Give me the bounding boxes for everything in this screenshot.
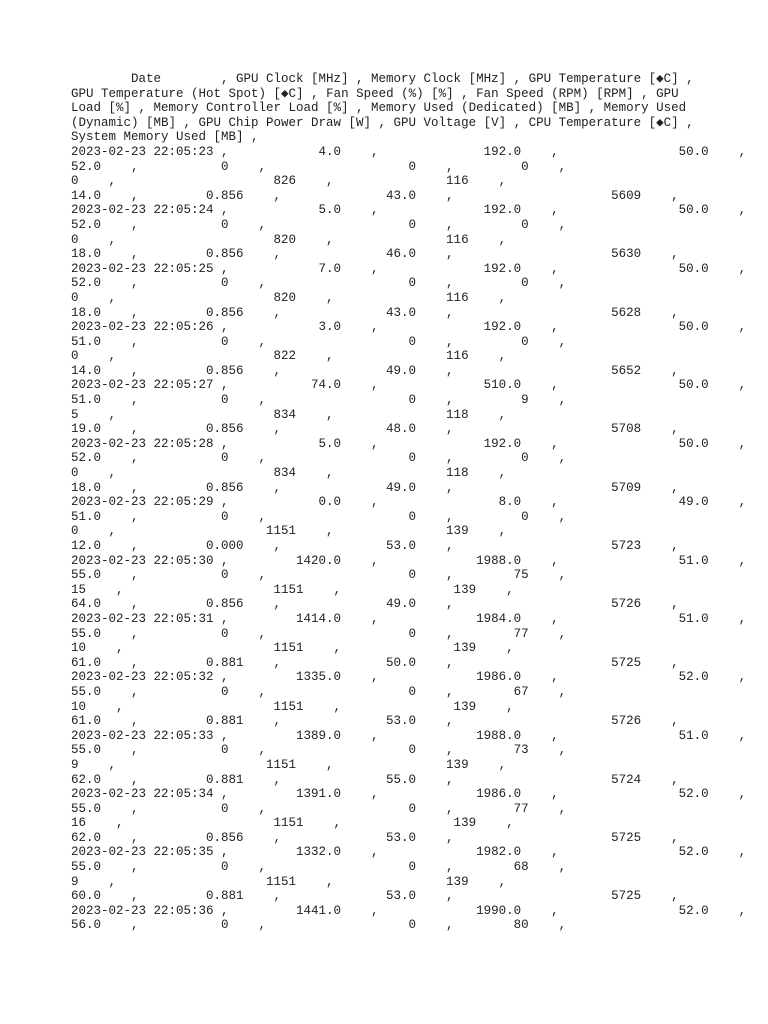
record-line: 5 , 834 , 118 ,: [71, 407, 507, 422]
record-line: 0 , 820 , 116 ,: [71, 232, 507, 247]
record-line: 60.0 , 0.881 , 53.0 , 5725 ,: [71, 889, 679, 904]
sensor-log-document: [71, 72, 747, 933]
record-line: 52.0 , 0 , 0 , 0 ,: [71, 451, 567, 466]
record-line: 2023-02-23 22:05:31 , 1414.0 , 1984.0 , 51.0 ,: [71, 611, 747, 626]
header-line: GPU Temperature (Hot Spot) [◆C] , Fan Speed (%) [%] , Fan Speed (RPM) [RPM] , GPU: [71, 86, 679, 101]
record-line: 2023-02-23 22:05:25 , 7.0 , 192.0 , 50.0 ,: [71, 261, 747, 276]
record-line: 52.0 , 0 , 0 , 0 ,: [71, 276, 567, 291]
log-record: [71, 261, 747, 320]
header-line: Date , GPU Clock [MHz] , Memory Clock [MHz] , GPU Temperature [◆C] ,: [71, 72, 694, 86]
record-line: 64.0 , 0.856 , 49.0 , 5726 ,: [71, 597, 679, 612]
log-records: [71, 144, 747, 933]
record-line: 18.0 , 0.856 , 49.0 , 5709 ,: [71, 480, 679, 495]
record-line: 2023-02-23 22:05:34 , 1391.0 , 1986.0 , 52.0 ,: [71, 787, 747, 802]
record-line: 14.0 , 0.856 , 43.0 , 5609 ,: [71, 188, 679, 203]
record-line: 62.0 , 0.856 , 53.0 , 5725 ,: [71, 830, 679, 845]
column-header: [71, 72, 731, 145]
record-line: 14.0 , 0.856 , 49.0 , 5652 ,: [71, 363, 679, 378]
log-record: [71, 495, 747, 553]
record-line: 2023-02-23 22:05:29 , 0.0 , 8.0 , 49.0 ,: [71, 495, 747, 510]
log-record: [71, 320, 747, 378]
record-line: 2023-02-23 22:05:28 , 5.0 , 192.0 , 50.0 ,: [71, 436, 747, 451]
record-line: 12.0 , 0.000 , 53.0 , 5723 ,: [71, 539, 679, 553]
log-record: [71, 845, 747, 904]
record-line: 0 , 1151 , 139 ,: [71, 524, 507, 539]
record-line: 0 , 822 , 116 ,: [71, 349, 507, 364]
log-record: [71, 787, 747, 845]
record-line: 9 , 1151 , 139 ,: [71, 757, 507, 772]
record-line: 55.0 , 0 , 0 , 75 ,: [71, 568, 567, 583]
record-line: 52.0 , 0 , 0 , 0 ,: [71, 159, 567, 174]
record-line: 2023-02-23 22:05:26 , 3.0 , 192.0 , 50.0 ,: [71, 320, 747, 335]
header-line: Load [%] , Memory Controller Load [%] , Memory Used (Dedicated) [MB] , Memory Used: [71, 101, 687, 116]
record-line: 55.0 , 0 , 0 , 68 ,: [71, 860, 567, 875]
record-line: 2023-02-23 22:05:32 , 1335.0 , 1986.0 , 52.0 ,: [71, 670, 747, 685]
header-line: System Memory Used [MB] ,: [71, 130, 259, 145]
record-line: 15 , 1151 , 139 ,: [71, 582, 514, 597]
record-line: 2023-02-23 22:05:30 , 1420.0 , 1988.0 , 51.0 ,: [71, 553, 747, 568]
record-line: 61.0 , 0.881 , 50.0 , 5725 ,: [71, 655, 679, 670]
log-record: [71, 553, 747, 612]
log-record: [71, 903, 747, 933]
log-record: [71, 203, 747, 262]
log-record: [71, 670, 747, 729]
record-line: 51.0 , 0 , 0 , 9 ,: [71, 393, 567, 408]
record-line: 51.0 , 0 , 0 , 0 ,: [71, 509, 567, 524]
record-line: 2023-02-23 22:05:23 , 4.0 , 192.0 , 50.0 ,: [71, 144, 747, 159]
record-line: 18.0 , 0.856 , 43.0 , 5628 ,: [71, 305, 679, 320]
header-line: (Dynamic) [MB] , GPU Chip Power Draw [W] , GPU Voltage [V] , CPU Temperature [◆C] ,: [71, 115, 694, 130]
record-line: 55.0 , 0 , 0 , 67 ,: [71, 684, 567, 699]
log-record: [71, 378, 747, 437]
record-line: 62.0 , 0.881 , 55.0 , 5724 ,: [71, 772, 679, 787]
record-line: 2023-02-23 22:05:33 , 1389.0 , 1988.0 , 51.0 ,: [71, 728, 747, 743]
record-line: 10 , 1151 , 139 ,: [71, 641, 514, 656]
record-line: 2023-02-23 22:05:35 , 1332.0 , 1982.0 , 52.0 ,: [71, 845, 747, 860]
record-line: 10 , 1151 , 139 ,: [71, 699, 514, 714]
record-line: 19.0 , 0.856 , 48.0 , 5708 ,: [71, 422, 679, 437]
record-line: 9 , 1151 , 139 ,: [71, 874, 507, 889]
log-record: [71, 436, 747, 495]
log-record: [71, 728, 747, 787]
record-line: 0 , 834 , 118 ,: [71, 466, 507, 481]
record-line: 56.0 , 0 , 0 , 80 ,: [71, 918, 567, 933]
record-line: 55.0 , 0 , 0 , 77 ,: [71, 801, 567, 816]
record-line: 51.0 , 0 , 0 , 0 ,: [71, 334, 567, 349]
record-line: 18.0 , 0.856 , 46.0 , 5630 ,: [71, 247, 679, 262]
log-record: [71, 144, 747, 203]
record-line: 0 , 826 , 116 ,: [71, 174, 507, 189]
record-line: 61.0 , 0.881 , 53.0 , 5726 ,: [71, 714, 679, 729]
record-line: 52.0 , 0 , 0 , 0 ,: [71, 217, 567, 232]
record-line: 2023-02-23 22:05:27 , 74.0 , 510.0 , 50.0 ,: [71, 378, 747, 393]
log-record: [71, 611, 747, 670]
record-line: 55.0 , 0 , 0 , 77 ,: [71, 626, 567, 641]
record-line: 55.0 , 0 , 0 , 73 ,: [71, 743, 567, 758]
record-line: 16 , 1151 , 139 ,: [71, 816, 514, 831]
record-line: 0 , 820 , 116 ,: [71, 290, 507, 305]
record-line: 2023-02-23 22:05:24 , 5.0 , 192.0 , 50.0 ,: [71, 203, 747, 218]
record-line: 2023-02-23 22:05:36 , 1441.0 , 1990.0 , 52.0 ,: [71, 903, 747, 918]
